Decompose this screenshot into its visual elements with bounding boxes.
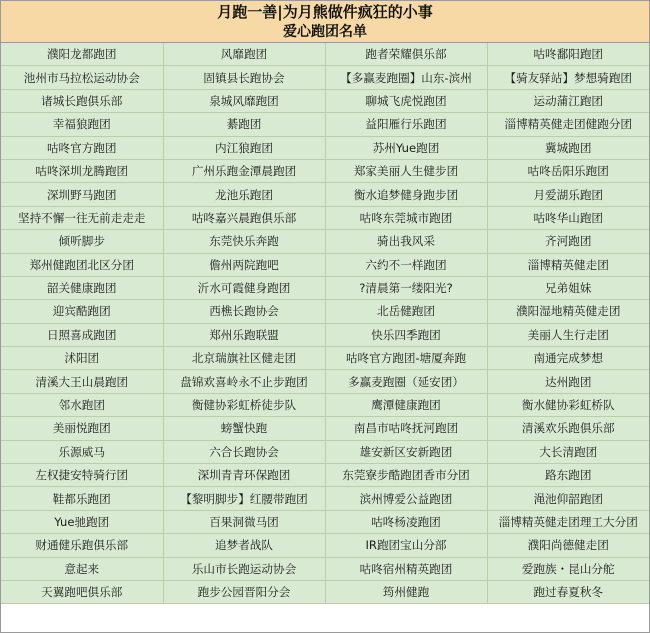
table-row: [1, 183, 649, 206]
table-row: [1, 534, 649, 557]
club-name-cell: 沂水可霞健身跑团: [163, 276, 325, 299]
table-row: [1, 393, 649, 416]
club-name-cell: 淄博精英健走团: [487, 253, 649, 276]
club-name-cell: 清溪大王山晨跑团: [1, 370, 163, 393]
club-name-cell: 【骑友驿站】梦想骑跑团: [487, 66, 649, 89]
club-name-cell: 多赢麦跑圈（延安团）: [325, 370, 487, 393]
club-name-cell: 衡水健协彩虹桥队: [487, 393, 649, 416]
club-name-cell: 北岳健跑团: [325, 300, 487, 323]
club-name-cell: 跑过春夏秋冬: [487, 580, 649, 603]
club-name-cell: 固镇县长跑协会: [163, 66, 325, 89]
club-name-cell: 咕咚鄱阳跑团: [487, 43, 649, 66]
club-name-cell: 诸城长跑俱乐部: [1, 89, 163, 112]
club-name-cell: 乐源威马: [1, 440, 163, 463]
club-name-cell: 美丽人生行走团: [487, 323, 649, 346]
club-name-cell: 淄博精英健走团理工大分团: [487, 510, 649, 533]
club-name-cell: 路东跑团: [487, 464, 649, 487]
club-name-cell: 冀城跑团: [487, 136, 649, 159]
club-name-cell: 衡水追梦健身跑步团: [325, 183, 487, 206]
page-subtitle: 爱心跑团名单: [283, 24, 367, 40]
club-name-cell: 清溪欢乐跑俱乐部: [487, 417, 649, 440]
club-name-cell: 咕咚官方跑团: [1, 136, 163, 159]
club-name-cell: 北京瑞旗社区健走团: [163, 347, 325, 370]
club-name-cell: 东莞寮步酷跑团香市分团: [325, 464, 487, 487]
club-name-cell: 六合长跑协会: [163, 440, 325, 463]
club-name-cell: 幸福狼跑团: [1, 113, 163, 136]
club-name-cell: 咕咚深圳龙腾跑团: [1, 159, 163, 182]
club-name-cell: 乐山市长跑运动协会: [163, 557, 325, 580]
page-title: 月跑一善|为月熊做件疯狂的小事: [217, 3, 433, 21]
table-row: [1, 323, 649, 346]
table-row: [1, 510, 649, 533]
club-name-cell: 聊城飞虎悦跑团: [325, 89, 487, 112]
club-name-cell: 鹰潭健康跑团: [325, 393, 487, 416]
club-name-cell: 运动蒲江跑团: [487, 89, 649, 112]
table-row: [1, 557, 649, 580]
club-name-cell: 齐河跑团: [487, 230, 649, 253]
club-name-cell: 筠州健跑: [325, 580, 487, 603]
club-name-cell: 龙池乐跑团: [163, 183, 325, 206]
club-name-cell: 南通完成梦想: [487, 347, 649, 370]
club-name-cell: 郑家美丽人生健步团: [325, 159, 487, 182]
club-name-cell: 綦跑团: [163, 113, 325, 136]
club-name-cell: 咕咚东莞城市跑团: [325, 206, 487, 229]
table-row: [1, 580, 649, 603]
club-name-cell: 倾听脚步: [1, 230, 163, 253]
club-name-cell: 百果洞微马团: [163, 510, 325, 533]
table-row: [1, 440, 649, 463]
club-name-cell: 渑池仰韶跑团: [487, 487, 649, 510]
header: [1, 1, 649, 43]
club-name-cell: 达州跑团: [487, 370, 649, 393]
club-name-cell: 咕咚华山跑团: [487, 206, 649, 229]
club-name-cell: 财通健乐跑俱乐部: [1, 534, 163, 557]
club-name-cell: 追梦者战队: [163, 534, 325, 557]
table-row: [1, 43, 649, 66]
club-name-cell: 池州市马拉松运动协会: [1, 66, 163, 89]
club-name-cell: Yue驰跑团: [1, 510, 163, 533]
club-name-cell: 美丽悦跑团: [1, 417, 163, 440]
table-row: [1, 89, 649, 112]
club-name-cell: 泉城风靡跑团: [163, 89, 325, 112]
club-name-cell: 郑州乐跑联盟: [163, 323, 325, 346]
club-name-cell: IR跑团宝山分部: [325, 534, 487, 557]
club-name-cell: 衡健协彩虹桥徒步队: [163, 393, 325, 416]
club-name-cell: 濮阳湿地精英健走团: [487, 300, 649, 323]
club-name-cell: ?清晨第一缕阳光?: [325, 276, 487, 299]
club-name-cell: 南昌市咕咚抚河跑团: [325, 417, 487, 440]
club-name-cell: 跑者荣耀俱乐部: [325, 43, 487, 66]
club-name-cell: 骑出我风采: [325, 230, 487, 253]
club-name-cell: 西樵长跑协会: [163, 300, 325, 323]
club-name-cell: 邻水跑团: [1, 393, 163, 416]
club-name-cell: 咕咚岳阳乐跑团: [487, 159, 649, 182]
table-row: [1, 66, 649, 89]
club-name-cell: 【多赢麦跑圈】山东-滨州: [325, 66, 487, 89]
table-row: [1, 300, 649, 323]
club-name-cell: 盘锦欢喜岭永不止步跑团: [163, 370, 325, 393]
club-name-cell: 郑州健跑团北区分团: [1, 253, 163, 276]
club-name-cell: 儋州两院跑吧: [163, 253, 325, 276]
club-name-cell: 咕咚杨凌跑团: [325, 510, 487, 533]
table-row: [1, 206, 649, 229]
club-name-cell: 快乐四季跑团: [325, 323, 487, 346]
club-name-cell: 濮阳尚德健走团: [487, 534, 649, 557]
club-name-cell: 鞋都乐跑团: [1, 487, 163, 510]
club-name-cell: 【黎明脚步】红腰带跑团: [163, 487, 325, 510]
club-name-cell: 天翼跑吧俱乐部: [1, 580, 163, 603]
table-row: [1, 487, 649, 510]
table-row: [1, 276, 649, 299]
club-name-cell: 大长清跑团: [487, 440, 649, 463]
club-name-cell: 韶关健康跑团: [1, 276, 163, 299]
running-club-table: [1, 43, 649, 604]
club-name-cell: 月爱湖乐跑团: [487, 183, 649, 206]
table-row: [1, 159, 649, 182]
club-name-cell: 兄弟姐妹: [487, 276, 649, 299]
club-name-cell: 爱跑族・昆山分舵: [487, 557, 649, 580]
table-row: [1, 464, 649, 487]
club-name-cell: 广州乐跑金潭晨跑团: [163, 159, 325, 182]
club-name-cell: 深圳野马跑团: [1, 183, 163, 206]
club-name-cell: 东莞快乐奔跑: [163, 230, 325, 253]
table-body: [1, 43, 649, 604]
club-name-cell: 淄博精英健走团健跑分团: [487, 113, 649, 136]
club-name-cell: 濮阳龙都跑团: [1, 43, 163, 66]
club-name-cell: 意起来: [1, 557, 163, 580]
club-name-cell: 左权捷安特骑行团: [1, 464, 163, 487]
club-name-cell: 滨州博爱公益跑团: [325, 487, 487, 510]
club-name-cell: 雄安新区安新跑团: [325, 440, 487, 463]
club-name-cell: 沭阳团: [1, 347, 163, 370]
club-name-cell: 咕咚官方跑团-塘厦奔跑: [325, 347, 487, 370]
table-row: [1, 370, 649, 393]
club-name-cell: 跑步公园晋阳分会: [163, 580, 325, 603]
club-name-cell: 咕咚宿州精英跑团: [325, 557, 487, 580]
club-name-cell: 深圳青青环保跑团: [163, 464, 325, 487]
table-row: [1, 113, 649, 136]
club-name-cell: 益阳雁行乐跑团: [325, 113, 487, 136]
club-name-cell: 坚持不懈一往无前走走走: [1, 206, 163, 229]
table-row: [1, 253, 649, 276]
club-name-cell: 内江狼跑团: [163, 136, 325, 159]
club-name-cell: 日照喜成跑团: [1, 323, 163, 346]
club-name-cell: 风靡跑团: [163, 43, 325, 66]
club-name-cell: 六约不一样跑团: [325, 253, 487, 276]
table-row: [1, 136, 649, 159]
club-name-cell: 迎宾酷跑团: [1, 300, 163, 323]
table-row: [1, 230, 649, 253]
table-row: [1, 417, 649, 440]
club-name-cell: 苏州Yue跑团: [325, 136, 487, 159]
table-row: [1, 347, 649, 370]
club-name-cell: 螃蟹快跑: [163, 417, 325, 440]
club-name-cell: 咕咚嘉兴晨跑俱乐部: [163, 206, 325, 229]
